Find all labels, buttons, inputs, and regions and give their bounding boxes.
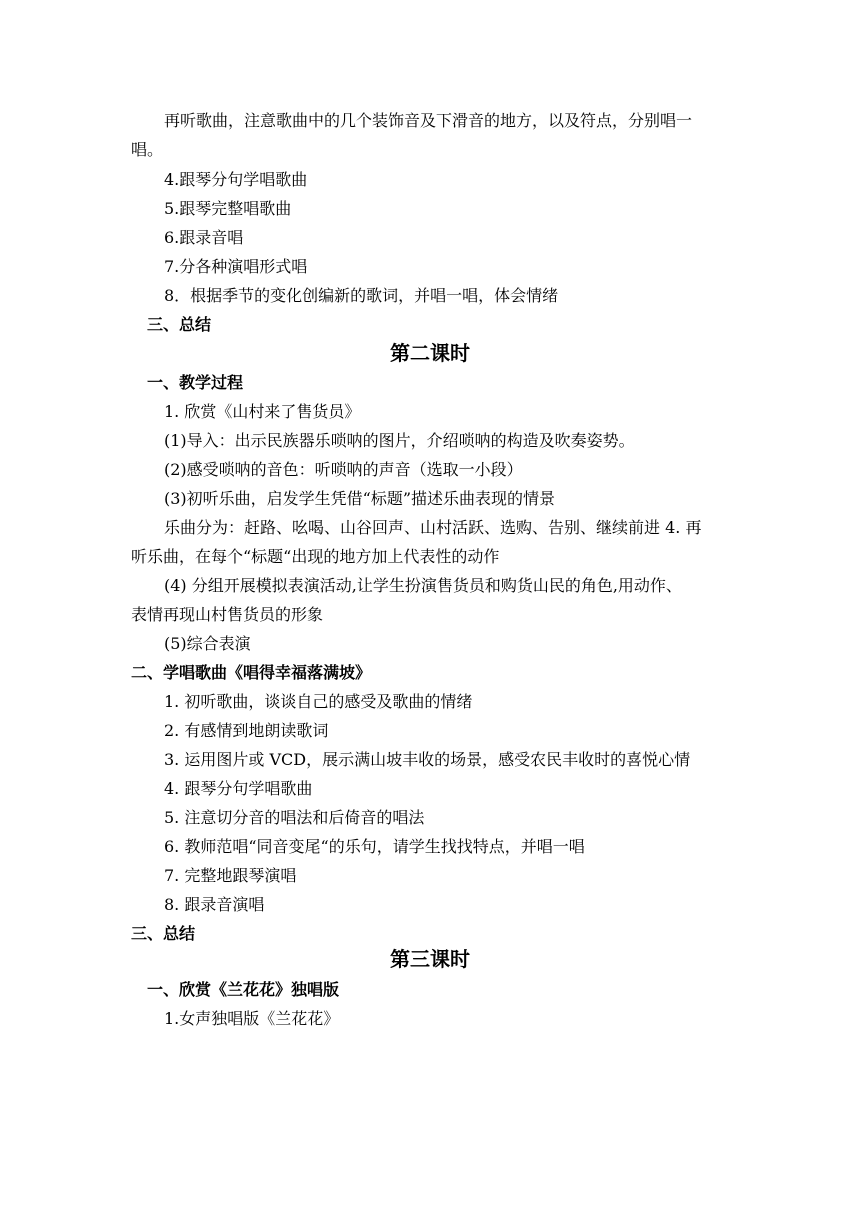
list-item: 4.跟琴分句学唱歌曲 [164, 170, 308, 189]
paragraph-line: 乐曲分为：赶路、吆喝、山谷回声、山村活跃、选购、告别、继续前进 4. 再 [164, 518, 702, 537]
list-item: 1. 初听歌曲，谈谈自己的感受及歌曲的情绪 [164, 692, 473, 711]
list-item: 8. 跟录音演唱 [164, 895, 265, 914]
lesson-title: 第三课时 [390, 947, 470, 971]
sub-item: (1)导入：出示民族器乐唢呐的图片，介绍唢呐的构造及吹奏姿势。 [164, 431, 635, 450]
paragraph-line: 表情再现山村售货员的形象 [131, 605, 324, 624]
paragraph-line: 听乐曲，在每个“标题“出现的地方加上代表性的动作 [131, 547, 500, 566]
sub-item: (4) 分组开展模拟表演活动,让学生扮演售货员和购货山民的角色,用动作、 [164, 576, 682, 595]
lesson-title: 第二课时 [390, 341, 470, 365]
list-item: 5. 注意切分音的唱法和后倚音的唱法 [164, 808, 425, 827]
section-heading: 一、欣赏《兰花花》独唱版 [147, 980, 340, 999]
section-heading: 二、学唱歌曲《唱得幸福落满坡》 [131, 663, 372, 682]
list-item: 2. 有感情到地朗读歌词 [164, 721, 329, 740]
paragraph-line: 唱。 [131, 140, 164, 159]
sub-item: (5)综合表演 [164, 634, 251, 653]
section-heading: 三、总结 [147, 315, 212, 334]
list-item: 6. 教师范唱“同音变尾“的乐句，请学生找找特点，并唱一唱 [164, 837, 585, 856]
list-item: 1.女声独唱版《兰花花》 [164, 1009, 340, 1028]
sub-item: (2)感受唢呐的音色：听唢呐的声音（选取一小段） [164, 460, 523, 479]
section-heading: 一、教学过程 [147, 373, 244, 392]
list-item: 3. 运用图片或 VCD，展示满山坡丰收的场景，感受农民丰收时的喜悦心情 [164, 750, 691, 769]
list-item: 7. 完整地跟琴演唱 [164, 866, 297, 885]
list-item: 8．根据季节的变化创编新的歌词，并唱一唱，体会情绪 [164, 286, 559, 305]
list-item: 1. 欣赏《山村来了售货员》 [164, 402, 361, 421]
list-item: 5.跟琴完整唱歌曲 [164, 199, 292, 218]
sub-item: (3)初听乐曲，启发学生凭借“标题”描述乐曲表现的情景 [164, 489, 556, 508]
section-heading: 三、总结 [131, 924, 196, 943]
list-item: 7.分各种演唱形式唱 [164, 257, 308, 276]
paragraph-line: 再听歌曲，注意歌曲中的几个装饰音及下滑音的地方，以及符点，分别唱一 [164, 111, 693, 130]
list-item: 4. 跟琴分句学唱歌曲 [164, 779, 313, 798]
list-item: 6.跟录音唱 [164, 228, 244, 247]
